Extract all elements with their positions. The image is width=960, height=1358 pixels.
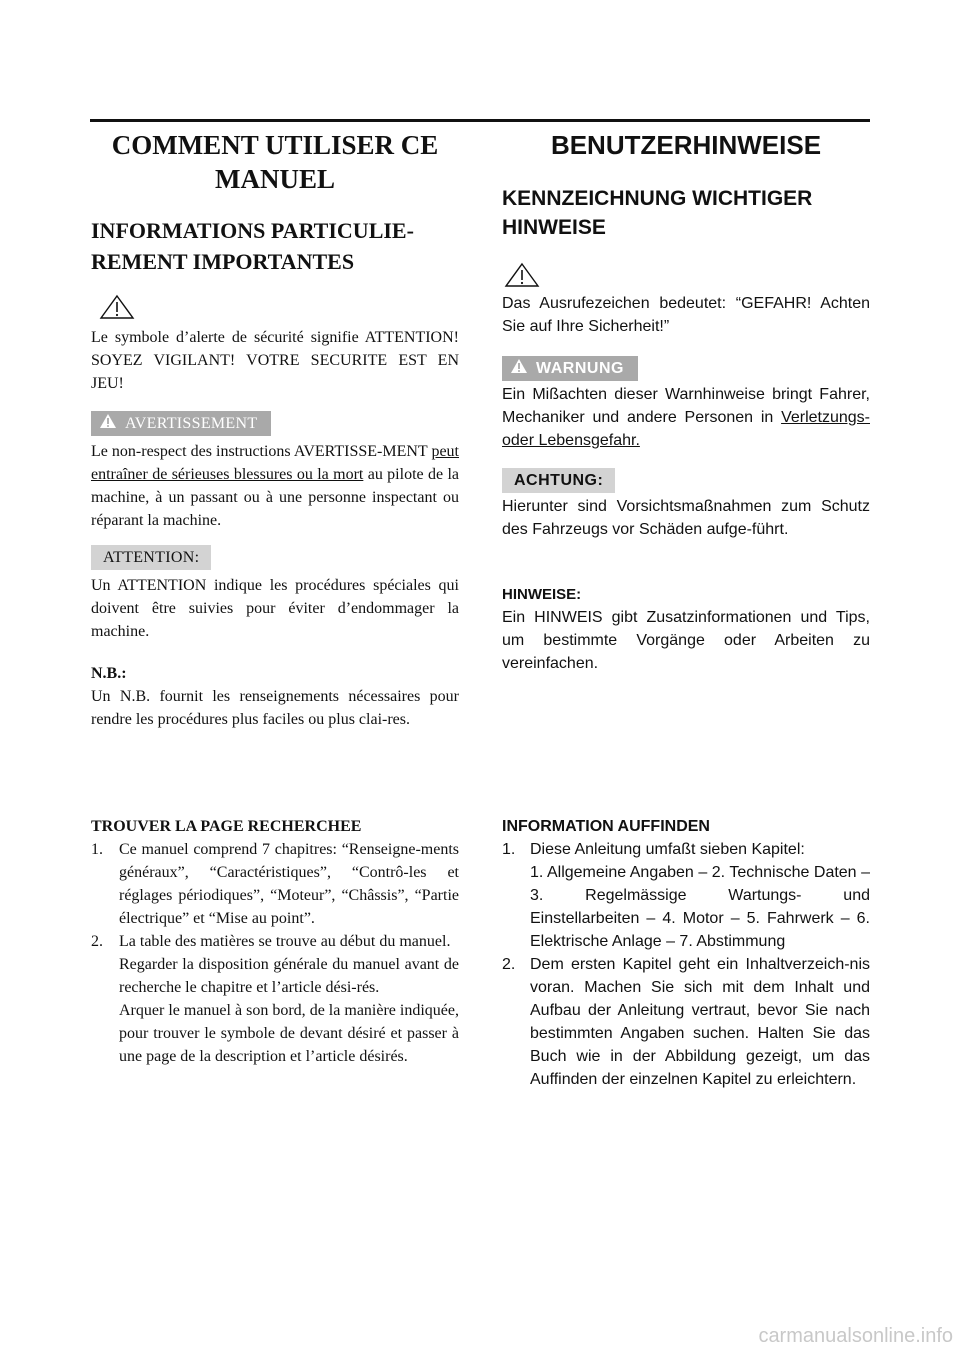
warning-text-german bbox=[502, 383, 870, 452]
list-number: 2. bbox=[502, 956, 516, 973]
list-number: 1. bbox=[502, 841, 516, 858]
note-label-french: N.B.: bbox=[91, 665, 127, 682]
caution-text-french: Un ATTENTION indique les procédures spéciales qui doivent être suivies pour éviter d’endommager la machine. bbox=[91, 577, 459, 640]
french-warning-block bbox=[91, 411, 459, 532]
german-title-block bbox=[502, 128, 870, 162]
warning-text-part: Ein Mißachten dieser Warnhinweise bringt Fahrer, Mechaniker und andere Personen in bbox=[502, 386, 870, 426]
french-caution-block bbox=[91, 545, 459, 643]
warning-badge-label: WARNUNG bbox=[536, 359, 624, 377]
warning-badge-french bbox=[91, 411, 271, 436]
find-list-german bbox=[502, 838, 870, 1091]
list-item bbox=[91, 838, 459, 930]
german-note-block bbox=[502, 584, 870, 675]
note-text-french: Un N.B. fournit les renseignements nécessaires pour rendre les procédures plus faciles ou plus clai-res. bbox=[91, 688, 459, 728]
safety-alert-text-german: Das Ausrufezeichen bedeutet: “GEFAHR! Achten Sie auf Ihre Sicherheit!” bbox=[502, 295, 870, 335]
list-item-text: 1. Allgemeine Angaben – 2. Technische Daten – 3. Regelmässige Wartungs- und Einstellarbeiten – 4. Motor – 5. Fahrwerk – 6. Elektrische Anlage – 7. Abstimmung bbox=[530, 864, 870, 950]
find-list-french bbox=[91, 838, 459, 1068]
list-item-text: Arquer le manuel à son bord, de la manière indiquée, pour trouver le symbole de devant désiré et passer à une page de la description et l’article désirés. bbox=[119, 1002, 459, 1065]
german-find-block bbox=[502, 815, 870, 1091]
safety-alert-icon bbox=[504, 262, 540, 288]
warning-text-french bbox=[91, 440, 459, 532]
safety-alert-icon bbox=[99, 294, 135, 320]
find-heading-german: INFORMATION AUFFINDEN bbox=[502, 818, 710, 835]
list-item bbox=[91, 930, 459, 1068]
list-number: 2. bbox=[91, 933, 103, 950]
section-heading-french: INFORMATIONS PARTICULIE-REMENT IMPORTANTES bbox=[91, 218, 414, 274]
german-safety-alert bbox=[502, 262, 870, 338]
section-heading-german: KENNZEICHNUNG WICHTIGER HINWEISE bbox=[502, 187, 813, 239]
list-number: 1. bbox=[91, 841, 103, 858]
note-text-german: Ein HINWEIS gibt Zusatzinformationen und Tips, um bestimmte Vorgänge oder Arbeiten zu vereinfachen. bbox=[502, 609, 870, 672]
french-find-block bbox=[91, 815, 459, 1068]
caution-text-german: Hierunter sind Vorsichtsmaßnahmen zum Schutz des Fahrzeugs vor Schäden aufge-führt. bbox=[502, 498, 870, 538]
french-safety-alert bbox=[91, 294, 459, 395]
caution-badge-german: ACHTUNG: bbox=[502, 468, 615, 493]
list-item-text: Diese Anleitung umfaßt sieben Kapitel: bbox=[530, 841, 805, 858]
warning-text-part: au pilote de la machine, à un passant ou à une personne inspectant ou réparant la machine. bbox=[91, 466, 459, 529]
german-caution-block bbox=[502, 468, 870, 541]
page-title-german: BENUTZERHINWEISE bbox=[550, 130, 822, 160]
top-rule bbox=[90, 119, 870, 122]
list-item bbox=[502, 953, 870, 1091]
list-item-text: Dem ersten Kapitel geht ein Inhaltverzeich-nis voran. Machen Sie sich mit dem Inhalt und Aufbau der Anleitung vertraut, bevor Sie nach bestimmten Angaben suchen. Halten Sie das Buch wie in der Abbildung gezeigt, um das Auffinden der einzelnen Kapitel zu erleichtern. bbox=[530, 956, 870, 1088]
list-item-text: Regarder la disposition générale du manuel avant de recherche le chapitre et l’article dési-rés. bbox=[119, 956, 459, 996]
find-heading-french: TROUVER LA PAGE RECHERCHEE bbox=[91, 818, 362, 835]
german-warning-block bbox=[502, 356, 870, 452]
warning-triangle-icon bbox=[99, 413, 117, 434]
french-title-block bbox=[91, 128, 459, 196]
page-title-french: COMMENT UTILISER CE MANUEL bbox=[111, 130, 439, 194]
list-item-text: Ce manuel comprend 7 chapitres: “Renseigne-ments généraux”, “Caractéristiques”, “Contrô-les et réglages périodiques”, “Moteur”, “Châssis”, “Partie électrique” et “Mise au point”. bbox=[119, 841, 459, 927]
list-item-text: La table des matières se trouve au début du manuel. bbox=[119, 933, 451, 950]
safety-alert-text-french: Le symbole d’alerte de sécurité signifie ATTENTION! SOYEZ VIGILANT! VOTRE SECURITE EST EN JEU! bbox=[91, 329, 459, 392]
note-label-german: HINWEISE: bbox=[502, 586, 582, 603]
french-note-block bbox=[91, 662, 459, 731]
french-section-heading-block bbox=[91, 215, 459, 277]
warning-badge-german bbox=[502, 356, 638, 381]
german-section-heading-block bbox=[502, 184, 870, 242]
watermark: carmanualsonline.info bbox=[758, 1325, 953, 1347]
list-item bbox=[502, 838, 870, 953]
caution-badge-french: ATTENTION: bbox=[91, 545, 211, 570]
warning-text-underlined: Verletzungs- oder Lebensgefahr. bbox=[502, 409, 870, 449]
warning-text-underlined: peut entraîner de sérieuses blessures ou la mort bbox=[91, 443, 459, 483]
warning-triangle-icon bbox=[510, 358, 528, 379]
warning-badge-label: AVERTISSEMENT bbox=[125, 414, 258, 432]
warning-text-part: Le non-respect des instructions AVERTISSE-MENT bbox=[91, 443, 432, 460]
